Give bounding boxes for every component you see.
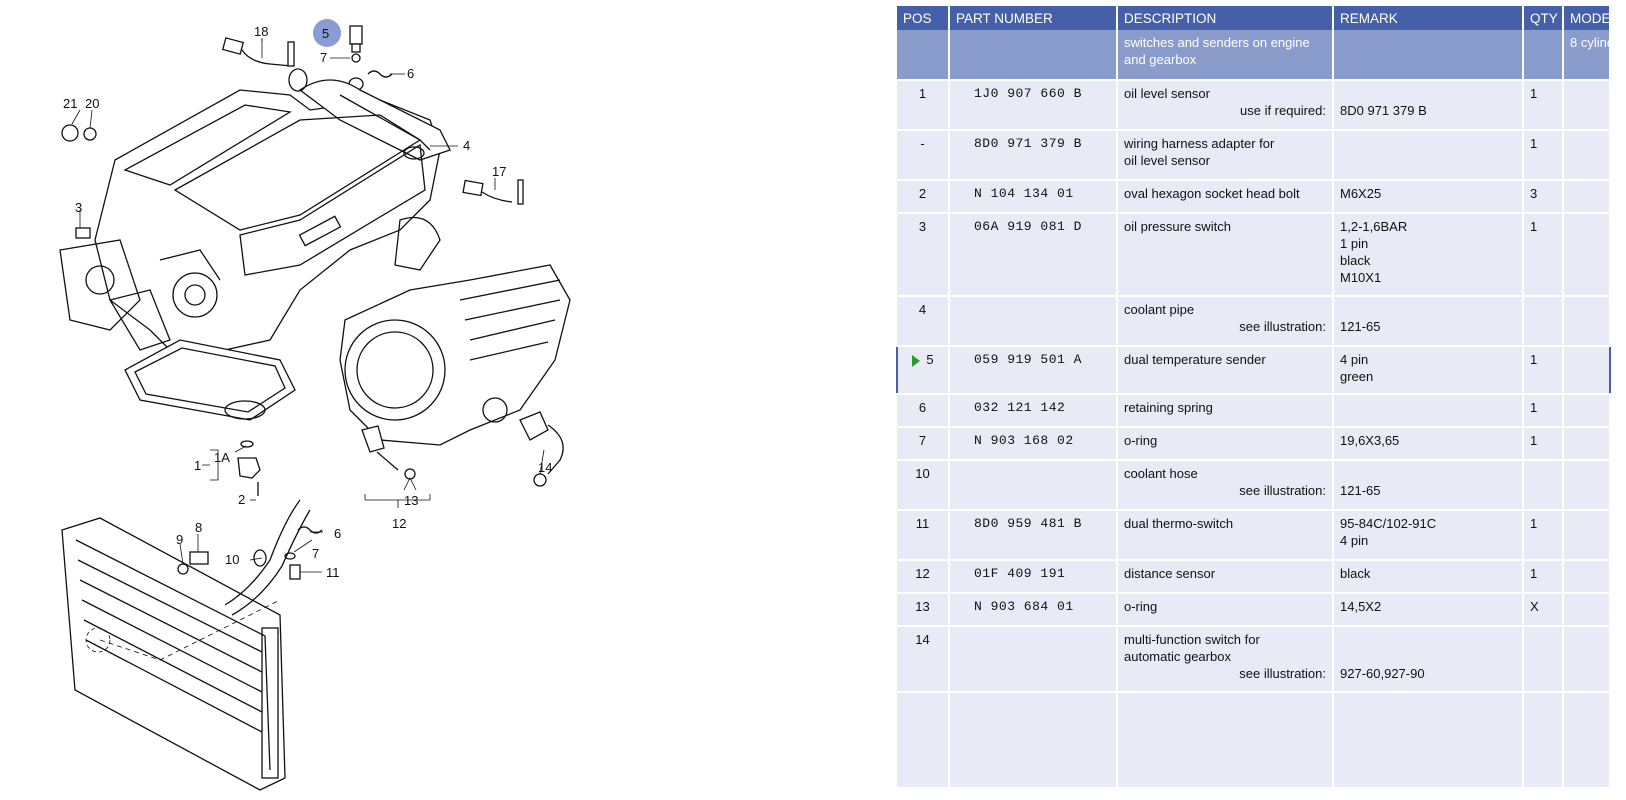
callout-1[interactable]: 1 bbox=[194, 458, 202, 473]
table-row[interactable]: 3 06A 919 081 D oil pressure switch 1,2-1,6BAR 1 pin black M10X1 1 bbox=[897, 213, 1610, 296]
oil-pan-drawing bbox=[125, 340, 295, 420]
sender-18-drawing bbox=[223, 38, 294, 66]
callout-4[interactable]: 4 bbox=[463, 138, 471, 153]
table-row[interactable]: 1 1J0 907 660 B oil level sensor use if required: 8D0 971 379 B 1 bbox=[897, 80, 1610, 130]
table-row[interactable]: 6 032 121 142 retaining spring 1 bbox=[897, 394, 1610, 427]
callout-13[interactable]: 13 bbox=[404, 493, 419, 508]
callout-8[interactable]: 8 bbox=[195, 520, 203, 535]
table-header bbox=[897, 6, 1610, 30]
header-remark[interactable]: REMARK bbox=[1333, 6, 1523, 30]
callout-6b[interactable]: 6 bbox=[334, 526, 342, 541]
table-filler bbox=[897, 692, 1610, 788]
callout-21[interactable]: 21 bbox=[63, 96, 78, 111]
callout-18[interactable]: 18 bbox=[254, 24, 269, 39]
callout-3[interactable]: 3 bbox=[75, 200, 83, 215]
callout-6[interactable]: 6 bbox=[407, 66, 415, 81]
table-row-selected[interactable]: 5 059 919 501 A dual temperature sender 4 pin green 1 bbox=[897, 346, 1610, 394]
header-pos[interactable]: POS bbox=[897, 6, 949, 30]
table-row[interactable]: 11 8D0 959 481 B dual thermo-switch 95-84C/102-91C 4 pin 1 bbox=[897, 510, 1610, 560]
table-row[interactable]: 7 N 903 168 02 o-ring 19,6X3,65 1 bbox=[897, 427, 1610, 460]
callout-1a[interactable]: 1A bbox=[214, 450, 230, 465]
dual-temperature-sender-drawing[interactable] bbox=[349, 26, 363, 90]
callout-12[interactable]: 12 bbox=[392, 516, 407, 531]
table-row[interactable]: 4 coolant pipe see illustration: 121-65 bbox=[897, 296, 1610, 346]
callout-2[interactable]: 2 bbox=[238, 492, 246, 507]
table-row[interactable]: - 8D0 971 379 B wiring harness adapter for oil level sensor 1 bbox=[897, 130, 1610, 180]
callout-5[interactable]: 5 bbox=[322, 26, 330, 41]
callout-7b[interactable]: 7 bbox=[312, 546, 320, 561]
header-qty[interactable]: QTY bbox=[1523, 6, 1563, 30]
table-row[interactable]: 13 N 903 684 01 o-ring 14,5X2 X bbox=[897, 593, 1610, 626]
table-row[interactable]: 2 N 104 134 01 oval hexagon socket head bolt M6X25 3 bbox=[897, 180, 1610, 213]
callout-11[interactable]: 11 bbox=[326, 565, 340, 580]
table-row[interactable]: 10 coolant hose see illustration: 121-65 bbox=[897, 460, 1610, 510]
callout-7[interactable]: 7 bbox=[320, 50, 328, 65]
header-description[interactable]: DESCRIPTION bbox=[1117, 6, 1333, 30]
group-model: 8 cylinder bbox=[1563, 30, 1610, 80]
group-row bbox=[897, 30, 1610, 80]
parts-table bbox=[896, 6, 1626, 789]
callout-17[interactable]: 17 bbox=[492, 164, 507, 179]
table-row[interactable]: 14 multi-function switch for automatic gearbox see illustration: 927-60,927-90 bbox=[897, 626, 1610, 692]
selection-arrow-icon bbox=[912, 355, 920, 367]
table-row[interactable]: 12 01F 409 191 distance sensor black 1 bbox=[897, 560, 1610, 593]
callout-20[interactable]: 20 bbox=[85, 96, 100, 111]
callout-14[interactable]: 14 bbox=[538, 460, 553, 475]
header-part-number[interactable]: PART NUMBER bbox=[949, 6, 1117, 30]
callout-9[interactable]: 9 bbox=[176, 532, 184, 547]
group-description: switches and senders on engine and gearbox bbox=[1117, 30, 1333, 80]
radiator-drawing bbox=[62, 518, 285, 790]
header-model[interactable]: MODEL bbox=[1563, 6, 1610, 30]
callout-10[interactable]: 10 bbox=[225, 552, 240, 567]
